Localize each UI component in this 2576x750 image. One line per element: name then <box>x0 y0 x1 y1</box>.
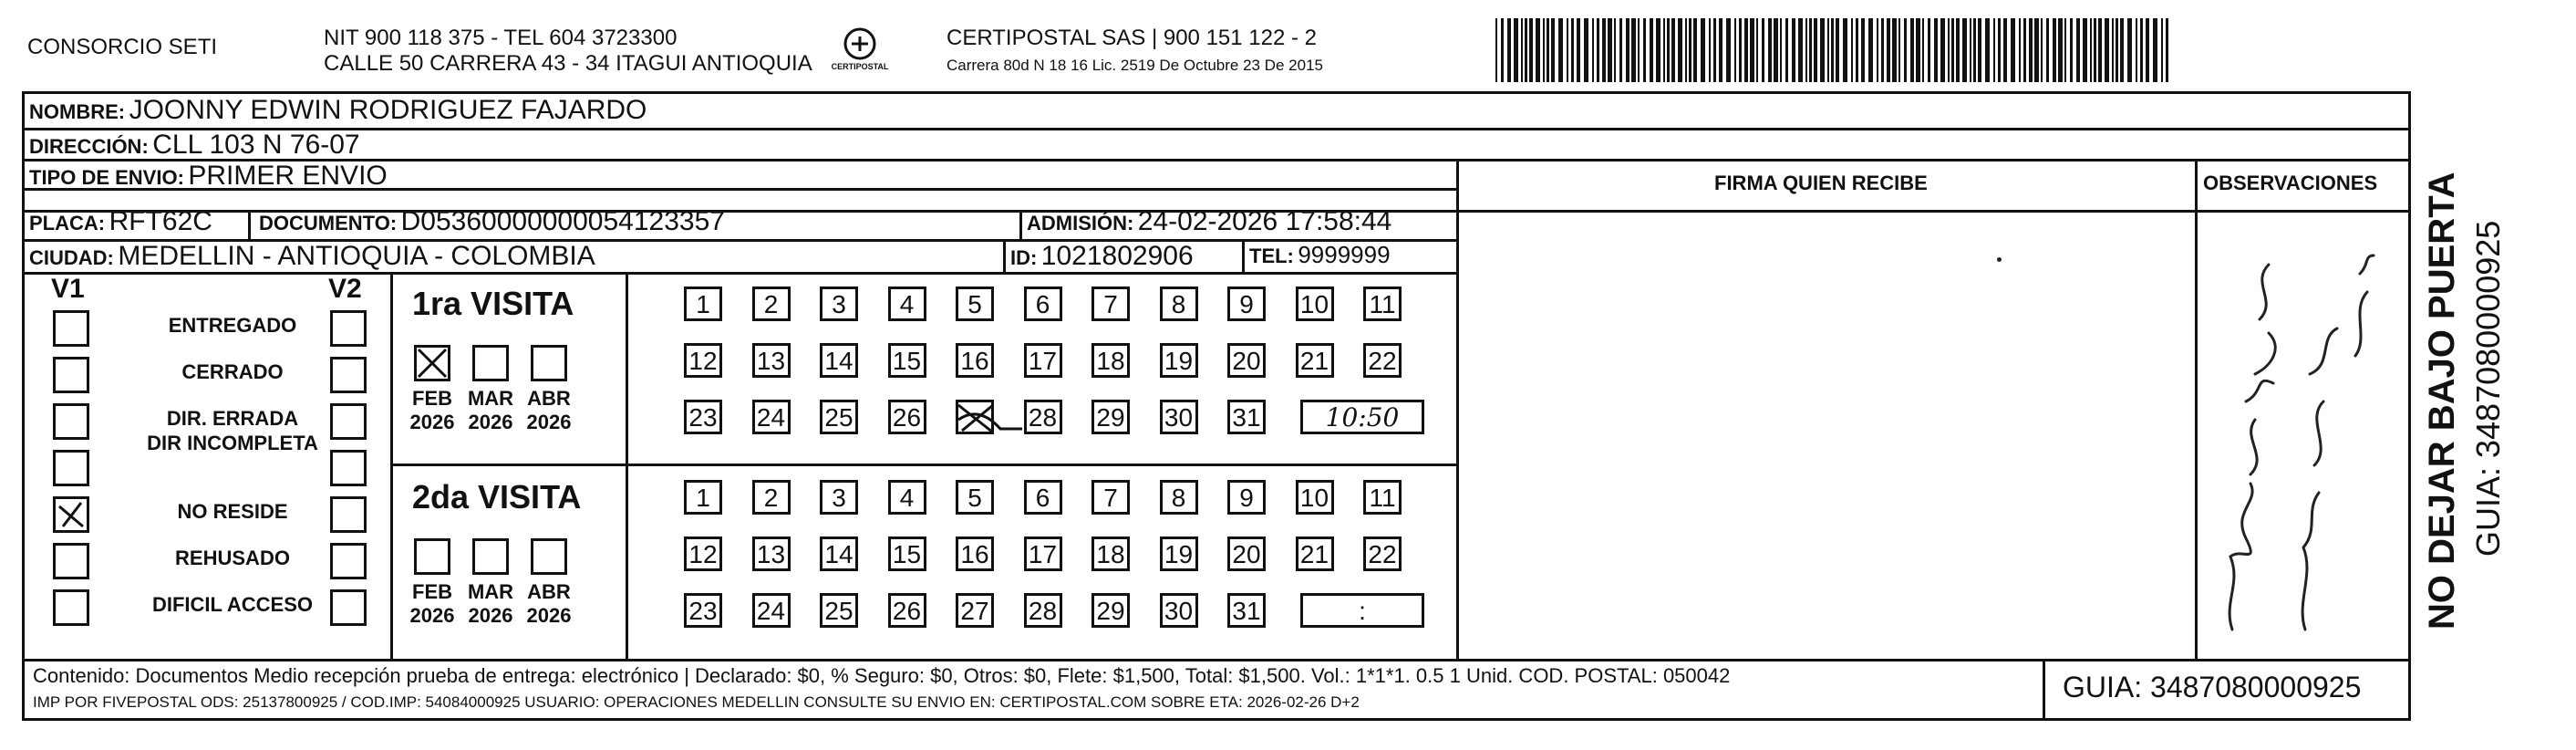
day-box[interactable]: 31 <box>1227 593 1266 628</box>
v-id-tel <box>1242 239 1245 272</box>
day-box[interactable]: 7 <box>1091 286 1130 321</box>
day-box[interactable]: 23 <box>684 400 722 434</box>
day-box[interactable]: 9 <box>1227 480 1266 515</box>
no-dejar-text: NO DEJAR BAJO PUERTA <box>2422 172 2462 630</box>
day-box[interactable]: 31 <box>1227 400 1266 434</box>
day-box[interactable]: 17 <box>1024 536 1062 571</box>
tel-value: 9999999 <box>1298 241 1391 268</box>
day-box[interactable]: 22 <box>1363 343 1402 378</box>
day-box[interactable]: 26 <box>888 593 926 628</box>
v1-checkbox[interactable] <box>53 403 89 440</box>
handwritten-observation <box>2205 237 2405 648</box>
day-box[interactable]: 21 <box>1296 343 1334 378</box>
month-name: ABR <box>527 387 571 410</box>
observaciones-header: OBSERVACIONES <box>2203 172 2378 194</box>
day-box[interactable]: 27 <box>956 593 994 628</box>
day-box[interactable]: 15 <box>888 536 926 571</box>
side-guia-text: GUIA: 3487080000925 <box>2469 220 2507 557</box>
day-box[interactable]: 26 <box>888 400 926 434</box>
day-box[interactable]: 7 <box>1091 480 1130 515</box>
day-box[interactable]: 22 <box>1363 536 1402 571</box>
month-name: MAR <box>467 580 514 603</box>
month-checkbox[interactable] <box>531 345 567 381</box>
v-observations-left <box>2195 159 2198 659</box>
placa-value: RFT62C <box>109 206 212 236</box>
day-box[interactable]: 23 <box>684 593 722 628</box>
day-box[interactable]: 10 <box>1296 480 1334 515</box>
day-box[interactable]: 13 <box>752 343 791 378</box>
license-line: Carrera 80d N 18 16 Lic. 2519 De Octubre 23 De 2015 <box>947 57 1323 74</box>
divider-visits <box>390 464 1456 466</box>
v-doc-admision <box>1019 210 1022 239</box>
day-box[interactable]: 2 <box>752 480 791 515</box>
v-footer-guia <box>2043 659 2045 721</box>
nombre-value: JOONNY EDWIN RODRIGUEZ FAJARDO <box>129 95 647 125</box>
day-box[interactable]: 4 <box>888 480 926 515</box>
nit-line: NIT 900 118 375 - TEL 604 3723300 <box>324 26 678 50</box>
month-checkbox[interactable] <box>531 538 567 575</box>
day-box[interactable]: 19 <box>1160 343 1198 378</box>
footer-content-line: Contenido: Documentos Medio recepción prueba de entrega: electrónico | Declarado: $0, % Seguro: $0, Otros: $0, Flete: $1,500, Total: $1,500. Vol.: 1*1*1. 0.5 1 Unid. COD. POSTAL: 050042 <box>33 664 1731 687</box>
month-checkbox[interactable] <box>414 538 450 575</box>
day-box[interactable]: 10 <box>1296 286 1334 321</box>
day-box[interactable]: 2 <box>752 286 791 321</box>
direccion-value: CLL 103 N 76-07 <box>152 130 360 160</box>
day-box[interactable]: 14 <box>820 536 858 571</box>
tel-label: TEL: <box>1249 245 1294 267</box>
footer-imp-line: IMP POR FIVEPOSTAL ODS: 25137800925 / COD.IMP: 54084000925 USUARIO: OPERACIONES MEDELLIN CONSULTE SU ENVIO EN: CERTIPOSTAL.COM SOBRE ETA: 2026-02-26 D+2 <box>33 693 1360 711</box>
day-box[interactable]: 15 <box>888 343 926 378</box>
ciudad-value: MEDELLIN - ANTIOQUIA - COLOMBIA <box>118 241 595 271</box>
month-year: 2026 <box>468 604 513 627</box>
v-placa-doc <box>248 210 251 239</box>
day-box[interactable]: 3 <box>820 286 858 321</box>
admision-value: 24-02-2026 17:58:44 <box>1137 206 1392 236</box>
month-name: FEB <box>412 580 452 603</box>
day-box[interactable]: 20 <box>1227 343 1266 378</box>
day-box[interactable]: 12 <box>684 343 722 378</box>
day-box[interactable]: 16 <box>956 343 994 378</box>
day-box[interactable]: 25 <box>820 593 858 628</box>
month-name: ABR <box>527 580 571 603</box>
documento-value: D05360000000054123357 <box>400 206 725 236</box>
barcode-icon <box>1495 18 2175 82</box>
v2-checkbox[interactable] <box>330 310 367 347</box>
month-checkbox[interactable] <box>472 345 509 381</box>
month-caption <box>522 387 576 434</box>
month-name: FEB <box>412 387 452 410</box>
day-box[interactable]: 5 <box>956 286 994 321</box>
id-label: ID: <box>1010 246 1038 269</box>
address-line: CALLE 50 CARRERA 43 - 34 ITAGUI ANTIOQUIA <box>324 51 812 76</box>
certipostal-logo <box>828 26 892 78</box>
v1-checkbox[interactable] <box>53 357 89 393</box>
month-caption <box>522 580 576 628</box>
day-box[interactable]: 12 <box>684 536 722 571</box>
day-box[interactable]: 13 <box>752 536 791 571</box>
v1-checkbox[interactable] <box>53 310 89 347</box>
day-box[interactable]: 11 <box>1363 480 1402 515</box>
v1-checkbox[interactable] <box>53 450 89 486</box>
firma-header: FIRMA QUIEN RECIBE <box>1714 172 1928 194</box>
time-field[interactable]: 10:50 <box>1300 400 1424 434</box>
month-caption <box>463 387 518 434</box>
day-box[interactable]: 1 <box>684 480 722 515</box>
status-label: CERRADO <box>181 360 284 383</box>
day-box[interactable] <box>956 400 994 434</box>
day-box[interactable]: 8 <box>1160 286 1198 321</box>
v2-checkbox[interactable] <box>330 496 367 533</box>
v2-checkbox[interactable] <box>330 357 367 393</box>
day-box[interactable]: 24 <box>752 593 791 628</box>
day-box[interactable]: 28 <box>1024 593 1062 628</box>
tipo-envio-label: TIPO DE ENVIO: <box>29 166 184 189</box>
v1-checkbox[interactable] <box>53 589 89 626</box>
status-label: ENTREGADO <box>168 314 297 337</box>
tipo-envio-value: PRIMER ENVIO <box>188 161 388 191</box>
day-box[interactable]: 14 <box>820 343 858 378</box>
day-box[interactable]: 16 <box>956 536 994 571</box>
day-box[interactable]: 21 <box>1296 536 1334 571</box>
status-label: DIR. ERRADA <box>166 407 299 430</box>
day-box[interactable]: 4 <box>888 286 926 321</box>
check-mark-icon <box>417 348 448 379</box>
month-caption <box>405 580 460 628</box>
month-year: 2026 <box>409 411 455 433</box>
day-box[interactable]: 29 <box>1091 400 1130 434</box>
v1-label: V1 <box>51 274 85 304</box>
day-box[interactable]: 18 <box>1091 343 1130 378</box>
signature-area <box>1459 214 2193 657</box>
month-name: MAR <box>467 387 514 410</box>
side-text <box>2416 100 2526 630</box>
v1-checkbox[interactable] <box>53 543 89 579</box>
day-box[interactable]: 28 <box>1024 400 1062 434</box>
time-field[interactable]: : <box>1300 593 1424 628</box>
month-year: 2026 <box>409 604 455 627</box>
month-checkbox[interactable] <box>414 345 450 381</box>
month-caption <box>405 387 460 434</box>
day-box[interactable]: 1 <box>684 286 722 321</box>
status-label: NO RESIDE <box>177 500 288 523</box>
day-box[interactable]: 19 <box>1160 536 1198 571</box>
day-box[interactable]: 25 <box>820 400 858 434</box>
day-box[interactable]: 29 <box>1091 593 1130 628</box>
direccion-label: DIRECCIÓN: <box>29 135 149 158</box>
day-box[interactable]: 9 <box>1227 286 1266 321</box>
day-box[interactable]: 30 <box>1160 400 1198 434</box>
company-name: CONSORCIO SETI <box>27 35 218 59</box>
day-box[interactable]: 5 <box>956 480 994 515</box>
divider-footer <box>22 659 2411 661</box>
footer-guia: GUIA: 3487080000925 <box>2063 671 2362 703</box>
admision-label: ADMISIÓN: <box>1027 212 1134 234</box>
check-mark-icon <box>56 499 87 530</box>
status-label: DIR INCOMPLETA <box>147 432 318 454</box>
day-box[interactable]: 20 <box>1227 536 1266 571</box>
documento-label: DOCUMENTO: <box>259 212 398 234</box>
certipostal-line: CERTIPOSTAL SAS | 900 151 122 - 2 <box>947 26 1317 50</box>
month-caption <box>463 580 518 628</box>
v2-checkbox[interactable] <box>330 543 367 579</box>
visit-title: 2da VISITA <box>412 478 582 516</box>
barcode <box>1495 18 2175 82</box>
v2-checkbox[interactable] <box>330 450 367 486</box>
day-box[interactable]: 18 <box>1091 536 1130 571</box>
day-box[interactable]: 24 <box>752 400 791 434</box>
placa-label: PLACA: <box>29 212 106 234</box>
day-box[interactable]: 3 <box>820 480 858 515</box>
month-year: 2026 <box>468 411 513 433</box>
month-checkbox[interactable] <box>472 538 509 575</box>
month-year: 2026 <box>526 604 572 627</box>
nombre-label: NOMBRE: <box>29 100 126 123</box>
v-ciudad-id <box>1003 239 1006 272</box>
day-box[interactable]: 6 <box>1024 286 1062 321</box>
divider-nombre <box>22 128 2411 130</box>
v1-checkbox[interactable] <box>53 496 89 533</box>
ciudad-label: CIUDAD: <box>29 246 114 269</box>
divider-ciudad-bottom <box>22 272 1456 275</box>
day-box[interactable]: 30 <box>1160 593 1198 628</box>
status-label: REHUSADO <box>175 547 290 569</box>
day-box[interactable]: 6 <box>1024 480 1062 515</box>
v2-checkbox[interactable] <box>330 589 367 626</box>
status-label: DIFICIL ACCESO <box>151 593 313 616</box>
day-box[interactable]: 11 <box>1363 286 1402 321</box>
visit-title: 1ra VISITA <box>412 285 574 322</box>
id-value: 1021802906 <box>1040 241 1194 271</box>
day-box[interactable]: 8 <box>1160 480 1198 515</box>
day-box[interactable]: 17 <box>1024 343 1062 378</box>
v2-label: V2 <box>328 274 362 304</box>
logo-text: CERTIPOSTAL <box>831 62 889 71</box>
month-year: 2026 <box>526 411 572 433</box>
